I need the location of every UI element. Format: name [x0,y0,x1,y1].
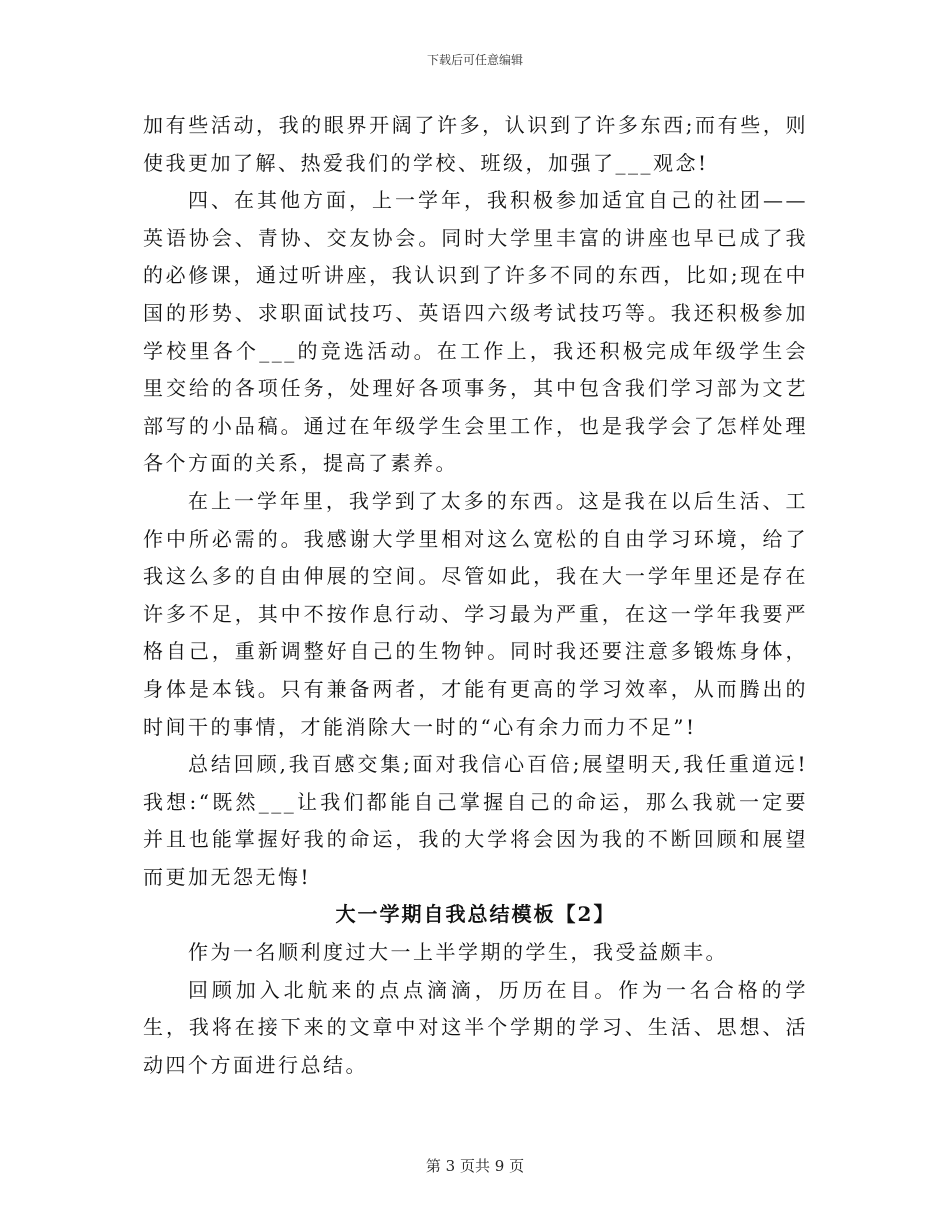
paragraph-continuation: 加有些活动，我的眼界开阔了许多，认识到了许多东西;而有些，则使我更加了解、热爱我们的学校、班级，加强了___观念! [143,113,808,175]
section-title: 大一学期自我总结模板【2】 [335,902,616,927]
page-number: 第 3 页共 9 页 [425,1157,525,1175]
page-header: 下载后可任意编辑 [426,53,523,67]
paragraph-other-aspects: 四、在其他方面，上一学年，我积极参加适宜自己的社团——英语协会、青协、交友协会。同时大学里丰富的讲座也早已成了我的必修课，通过听讲座，我认识到了许多不同的东西，比如;现在中国的形势、求职面试技巧、英语四六级考试技巧等。我还积极参加学校里各个___的竞选活动。在工作上，我还积极完成年级学生会里交给的各项任务，处理好各项事务，其中包含我们学习部为文艺部写的小品稿。通过在年级学生会里工作，也是我学会了怎样处理各个方面的关系，提高了素养。 [143,188,808,476]
document-body [143,107,808,1084]
paragraph-past-year: 在上一学年里，我学到了太多的东西。这是我在以后生活、工作中所必需的。我感谢大学里相对这么宽松的自由学习环境，给了我这么多的自由伸展的空间。尽管如此，我在大一学年里还是存在许多不足，其中不按作息行动、学习最为严重，在这一学年我要严格自己，重新调整好自己的生物钟。同时我还要注意多锻炼身体，身体是本钱。只有兼备两者，才能有更高的学习效率，从而腾出的时间干的事情，才能消除大一时的“心有余力而力不足”! [143,488,808,739]
paragraph-intro: 作为一名顺利度过大一上半学期的学生，我受益颇丰。 [188,940,728,965]
paragraph-conclusion: 总结回顾,我百感交集;面对我信心百倍;展望明天,我任重道远!我想:“既然___让我们都能自己掌握自己的命运，那么我就一定要并且也能掌握好我的命运，我的大学将会因为我的不断回顾和展望而更加无怨无悔! [143,752,808,889]
paragraph-review: 回顾加入北航来的点点滴滴，历历在目。作为一名合格的学生，我将在接下来的文章中对这半个学期的学习、生活、思想、活动四个方面进行总结。 [143,977,808,1077]
